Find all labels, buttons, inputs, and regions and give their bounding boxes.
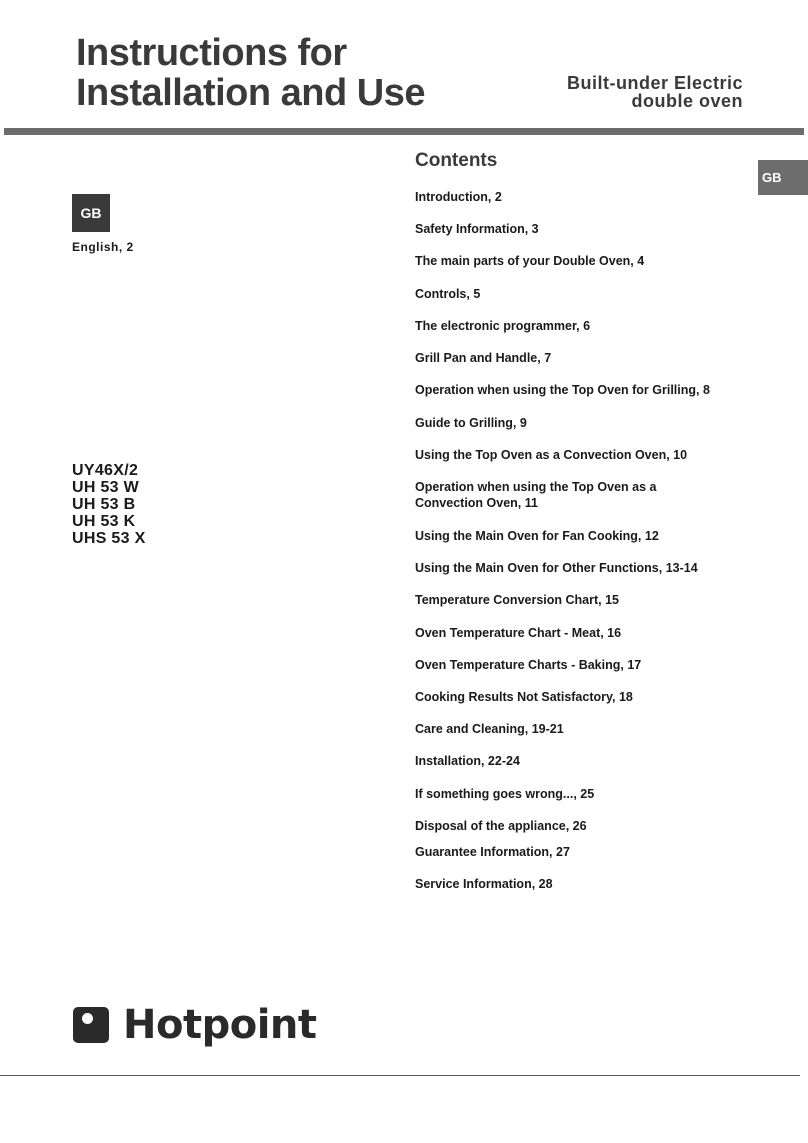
footer-divider (0, 1075, 800, 1076)
model-number: UH 53 B (72, 496, 136, 513)
model-number: UY46X/2 (72, 462, 139, 479)
model-list (72, 462, 146, 547)
language-side-tab: GB (758, 160, 808, 195)
toc-item[interactable]: Guide to Grilling, 9 (415, 416, 527, 430)
toc-item[interactable]: Oven Temperature Charts - Baking, 17 (415, 658, 642, 672)
toc-item[interactable]: Disposal of the appliance, 26 (415, 819, 587, 833)
page-title (76, 33, 425, 113)
model-number: UH 53 W (72, 479, 139, 496)
toc-item[interactable]: If something goes wrong..., 25 (415, 787, 595, 801)
toc-item[interactable]: Grill Pan and Handle, 7 (415, 351, 552, 365)
toc-item[interactable]: Oven Temperature Chart - Meat, 16 (415, 626, 622, 640)
toc-item[interactable]: Using the Main Oven for Fan Cooking, 12 (415, 529, 659, 543)
toc-item[interactable]: Operation when using the Top Oven as a Convection Oven, 11 (415, 480, 657, 510)
toc-item[interactable]: Cooking Results Not Satisfactory, 18 (415, 690, 633, 704)
toc-item[interactable]: The electronic programmer, 6 (415, 319, 591, 333)
subtitle-line-1: Built-under Electric (566, 73, 743, 93)
header-divider (4, 128, 804, 135)
toc-item[interactable]: Installation, 22-24 (415, 754, 520, 768)
hotpoint-logo-icon (73, 1007, 109, 1043)
language-badge: GB (72, 194, 110, 232)
title-line-1: Instructions for (76, 32, 347, 74)
model-number: UH 53 K (72, 513, 136, 530)
toc-item[interactable]: Care and Cleaning, 19-21 (415, 722, 564, 736)
toc-item[interactable]: Service Information, 28 (415, 877, 553, 891)
toc-item[interactable]: Safety Information, 3 (415, 222, 539, 236)
toc-item[interactable]: The main parts of your Double Oven, 4 (415, 254, 645, 268)
language-label: English, 2 (72, 240, 134, 254)
model-number: UHS 53 X (72, 530, 146, 547)
toc-item[interactable]: Introduction, 2 (415, 190, 502, 204)
toc-item[interactable]: Operation when using the Top Oven for Grilling, 8 (415, 383, 710, 397)
toc-item[interactable]: Using the Main Oven for Other Functions, 13-14 (415, 561, 698, 575)
subtitle-line-2: double oven (631, 91, 743, 111)
toc-item[interactable]: Guarantee Information, 27 (415, 845, 570, 859)
brand-name: Hotpoint (123, 1002, 317, 1048)
contents-heading: Contents (415, 150, 498, 171)
title-line-2: Installation and Use (76, 72, 425, 114)
toc-item[interactable]: Controls, 5 (415, 287, 481, 301)
brand-logo (73, 1002, 317, 1048)
toc-item[interactable]: Temperature Conversion Chart, 15 (415, 593, 619, 607)
product-subtitle (567, 74, 743, 110)
toc-item[interactable]: Using the Top Oven as a Convection Oven, 10 (415, 448, 688, 462)
